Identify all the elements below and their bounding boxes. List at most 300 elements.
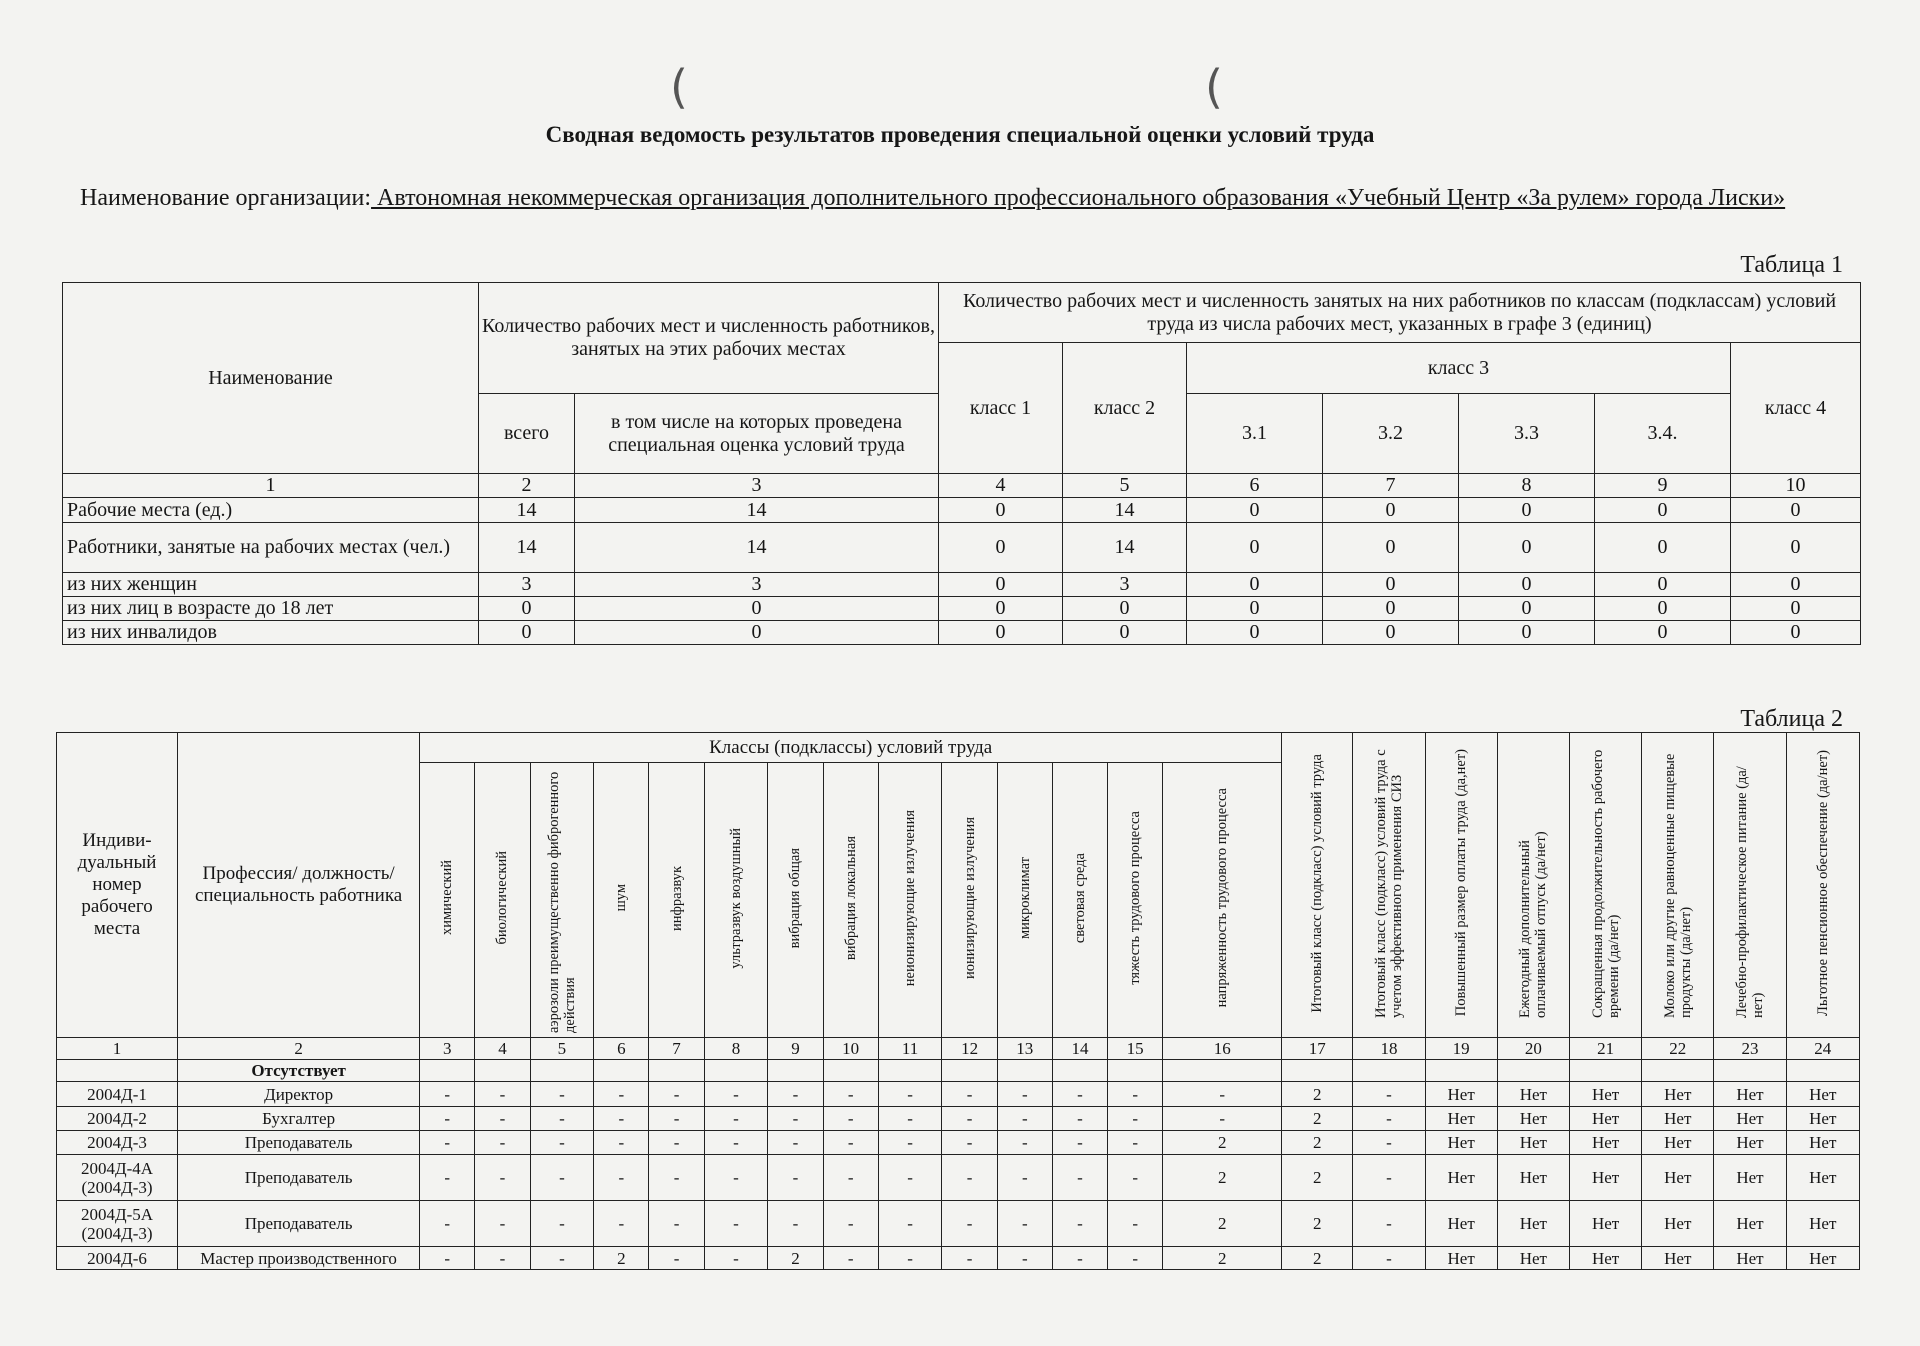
t2-cell: -	[649, 1107, 704, 1131]
t2-column-number: 2	[178, 1038, 420, 1060]
t2-cell: -	[942, 1131, 997, 1155]
t1-row-2	[63, 523, 1861, 573]
t2-section-empty	[1052, 1060, 1107, 1082]
t1-cell: 0	[1731, 523, 1861, 573]
t2-cell: -	[704, 1082, 768, 1107]
t2-factor-header-6	[594, 763, 649, 1038]
t2-column-number: 7	[649, 1038, 704, 1060]
t2-cell: Нет	[1425, 1082, 1497, 1107]
t2-header-classes: Классы (подклассы) условий труда	[420, 733, 1282, 763]
t2-cell: -	[997, 1201, 1052, 1247]
t2-profession: Преподаватель	[178, 1201, 420, 1247]
t2-section-empty	[1497, 1060, 1569, 1082]
t2-cell: -	[649, 1082, 704, 1107]
t2-column-number: 18	[1353, 1038, 1425, 1060]
t2-factor-header-5	[530, 763, 594, 1038]
t2-header-extra-17	[1282, 733, 1353, 1038]
t2-factor-header-14	[1052, 763, 1107, 1038]
t2-cell: Нет	[1497, 1082, 1569, 1107]
t2-profession: Преподаватель	[178, 1155, 420, 1201]
t1-row-label: Рабочие места (ед.)	[63, 498, 479, 523]
t2-section-title: Отсутствует	[178, 1060, 420, 1082]
t2-factor-header-8	[704, 763, 768, 1038]
t2-factor-label: тяжесть трудового процесса	[1127, 811, 1144, 985]
t1-cell: 0	[1187, 498, 1323, 523]
summary-table-2	[56, 732, 1860, 1270]
t2-cell: -	[530, 1131, 594, 1155]
t2-cell: -	[420, 1247, 475, 1270]
t2-workplace-id: 2004Д-4А (2004Д-3)	[57, 1155, 178, 1201]
t2-header-extra-18	[1353, 733, 1425, 1038]
t2-cell: -	[1353, 1201, 1425, 1247]
t2-cell: Нет	[1786, 1082, 1859, 1107]
t2-cell: -	[594, 1131, 649, 1155]
t2-workplace-id: 2004Д-5А (2004Д-3)	[57, 1201, 178, 1247]
t1-cell: 0	[1187, 597, 1323, 621]
table2-caption: Таблица 2	[1740, 706, 1843, 732]
t2-header-extra-22	[1642, 733, 1714, 1038]
t2-cell: -	[530, 1201, 594, 1247]
t1-cell: 0	[1323, 621, 1459, 645]
t2-cell: -	[649, 1201, 704, 1247]
t2-cell: -	[997, 1107, 1052, 1131]
t2-section-empty	[420, 1060, 475, 1082]
t2-cell: -	[594, 1155, 649, 1201]
t2-cell: -	[768, 1131, 823, 1155]
t2-cell: -	[420, 1107, 475, 1131]
t1-cell: 14	[575, 498, 939, 523]
t2-cell: Нет	[1786, 1131, 1859, 1155]
t2-cell: -	[420, 1082, 475, 1107]
t2-section-empty	[878, 1060, 942, 1082]
t2-cell: 2	[1163, 1131, 1282, 1155]
t1-cell: 0	[939, 621, 1063, 645]
t2-column-number: 13	[997, 1038, 1052, 1060]
t2-cell: -	[649, 1131, 704, 1155]
t1-cell: 0	[575, 621, 939, 645]
t2-cell: -	[823, 1107, 878, 1131]
t2-header-extra-20	[1497, 733, 1569, 1038]
t2-cell: -	[475, 1082, 530, 1107]
t2-factor-label: напряженность трудового процесса	[1214, 788, 1231, 1008]
t1-column-number: 2	[479, 474, 575, 498]
t2-column-number: 3	[420, 1038, 475, 1060]
t1-cell: 14	[479, 498, 575, 523]
t1-cell: 0	[939, 597, 1063, 621]
t2-section-empty	[1714, 1060, 1786, 1082]
t1-cell: 3	[575, 573, 939, 597]
t1-cell: 14	[1063, 498, 1187, 523]
t2-cell: -	[942, 1107, 997, 1131]
t1-header-sub-3-1: 3.1	[1187, 394, 1323, 474]
t2-column-number: 24	[1786, 1038, 1859, 1060]
t2-cell: -	[878, 1201, 942, 1247]
t2-cell: -	[1108, 1082, 1163, 1107]
t2-cell: -	[1108, 1247, 1163, 1270]
organization-line	[80, 184, 1840, 213]
t2-section-empty	[1425, 1060, 1497, 1082]
t2-profession: Директор	[178, 1082, 420, 1107]
t2-cell: Нет	[1714, 1131, 1786, 1155]
t2-cell: -	[475, 1131, 530, 1155]
t2-factor-header-12	[942, 763, 997, 1038]
t1-header-name: Наименование	[63, 283, 479, 474]
t2-row-6	[57, 1247, 1860, 1270]
t2-cell: -	[823, 1131, 878, 1155]
t2-section-empty	[530, 1060, 594, 1082]
t1-cell: 0	[1459, 597, 1595, 621]
t2-column-number: 23	[1714, 1038, 1786, 1060]
t2-cell: -	[823, 1082, 878, 1107]
t2-row-5	[57, 1201, 1860, 1247]
t2-cell: -	[768, 1155, 823, 1201]
t2-cell: -	[1052, 1082, 1107, 1107]
t2-cell: -	[878, 1107, 942, 1131]
t1-cell: 0	[1595, 597, 1731, 621]
t2-cell: 2	[1282, 1107, 1353, 1131]
t1-row-label: из них инвалидов	[63, 621, 479, 645]
t1-cell: 0	[1187, 573, 1323, 597]
t1-column-number: 3	[575, 474, 939, 498]
t2-section-empty	[1642, 1060, 1714, 1082]
t2-cell: -	[594, 1107, 649, 1131]
t2-header-extra-21	[1569, 733, 1641, 1038]
t2-factor-label: ультразвук воздушный	[728, 827, 744, 969]
t2-cell: Нет	[1642, 1082, 1714, 1107]
t2-cell: Нет	[1642, 1131, 1714, 1155]
t2-cell: -	[1163, 1082, 1282, 1107]
t2-cell: -	[1052, 1201, 1107, 1247]
t1-column-number: 5	[1063, 474, 1187, 498]
t2-cell: -	[1052, 1107, 1107, 1131]
t2-cell: Нет	[1425, 1107, 1497, 1131]
t2-cell: Нет	[1425, 1155, 1497, 1201]
t1-row-1	[63, 498, 1861, 523]
t2-factor-label: вибрация общая	[787, 847, 804, 949]
t2-header-extra-24	[1786, 733, 1859, 1038]
t2-header-id: Индиви-дуальный номер рабочего места	[57, 733, 178, 1038]
t1-cell: 14	[1063, 523, 1187, 573]
t2-cell: -	[704, 1155, 768, 1201]
t1-header-class1: класс 1	[939, 343, 1063, 474]
t2-column-number: 6	[594, 1038, 649, 1060]
t1-column-number: 7	[1323, 474, 1459, 498]
t2-column-number: 11	[878, 1038, 942, 1060]
t2-cell: -	[997, 1131, 1052, 1155]
t1-cell: 0	[1731, 597, 1861, 621]
t2-cell: -	[878, 1131, 942, 1155]
t2-cell: -	[942, 1155, 997, 1201]
t2-cell: Нет	[1569, 1155, 1641, 1201]
t2-cell: -	[823, 1201, 878, 1247]
t2-row-4	[57, 1155, 1860, 1201]
t2-cell: Нет	[1569, 1247, 1641, 1270]
t2-cell: -	[1353, 1107, 1425, 1131]
t2-column-number: 5	[530, 1038, 594, 1060]
t2-cell: -	[997, 1082, 1052, 1107]
t2-factor-label: шум	[613, 884, 630, 912]
t2-section-empty	[768, 1060, 823, 1082]
t2-column-number: 22	[1642, 1038, 1714, 1060]
t2-extra-label: Ежегодный дополнительный оплачиваемый отпуск (да/нет)	[1517, 831, 1550, 1018]
t2-cell: -	[475, 1201, 530, 1247]
t1-cell: 0	[1459, 621, 1595, 645]
t2-factor-label: микроклимат	[1016, 857, 1033, 939]
t2-column-number: 19	[1425, 1038, 1497, 1060]
t2-cell: Нет	[1714, 1082, 1786, 1107]
t2-column-number: 8	[704, 1038, 768, 1060]
t2-cell: -	[768, 1107, 823, 1131]
t2-cell: -	[1052, 1247, 1107, 1270]
t2-section-empty	[1786, 1060, 1859, 1082]
t2-cell: -	[475, 1155, 530, 1201]
t2-column-number: 15	[1108, 1038, 1163, 1060]
t2-cell: Нет	[1497, 1131, 1569, 1155]
t2-cell: -	[1108, 1155, 1163, 1201]
t2-cell: -	[420, 1201, 475, 1247]
t2-cell: -	[704, 1107, 768, 1131]
t1-cell: 0	[1731, 621, 1861, 645]
t2-cell: -	[823, 1155, 878, 1201]
punch-hole-mark-right: (	[1205, 60, 1223, 114]
t2-cell: -	[704, 1131, 768, 1155]
t2-extra-label: Молоко или другие равноценные пищевые продукты (да/нет)	[1661, 753, 1694, 1018]
t2-cell: 2	[768, 1247, 823, 1270]
t2-cell: -	[594, 1082, 649, 1107]
t2-cell: Нет	[1642, 1155, 1714, 1201]
t1-cell: 14	[575, 523, 939, 573]
t2-cell: Нет	[1497, 1247, 1569, 1270]
t2-section-empty	[1108, 1060, 1163, 1082]
t2-cell: -	[997, 1155, 1052, 1201]
t2-cell: -	[1353, 1247, 1425, 1270]
t2-cell: Нет	[1714, 1201, 1786, 1247]
t1-cell: 0	[939, 498, 1063, 523]
t2-cell: -	[649, 1247, 704, 1270]
t2-cell: -	[942, 1201, 997, 1247]
t1-row-label: из них лиц в возрасте до 18 лет	[63, 597, 479, 621]
t2-workplace-id: 2004Д-6	[57, 1247, 178, 1270]
t2-cell: -	[942, 1247, 997, 1270]
t1-cell: 0	[479, 597, 575, 621]
t2-column-number: 21	[1569, 1038, 1641, 1060]
t2-cell: -	[1108, 1131, 1163, 1155]
t2-factor-label: вибрация локальная	[842, 835, 859, 961]
t1-header-class4: класс 4	[1731, 343, 1861, 474]
t2-cell: 2	[1282, 1155, 1353, 1201]
organization-label: Наименование организации:	[80, 185, 372, 211]
t2-cell: -	[878, 1247, 942, 1270]
t2-column-number: 16	[1163, 1038, 1282, 1060]
t2-factor-label: световая среда	[1071, 852, 1088, 944]
t1-header-count: Количество рабочих мест и численность работников, занятых на этих рабочих местах	[479, 283, 939, 394]
t2-cell: Нет	[1642, 1247, 1714, 1270]
t2-cell: 2	[1282, 1201, 1353, 1247]
t1-cell: 0	[1595, 498, 1731, 523]
t2-factor-header-16	[1163, 763, 1282, 1038]
t2-factor-header-3	[420, 763, 475, 1038]
t1-cell: 0	[1323, 573, 1459, 597]
t2-cell: 2	[1282, 1131, 1353, 1155]
t1-cell: 0	[479, 621, 575, 645]
t2-factor-label: ионизирующие излучения	[961, 816, 978, 980]
t2-cell: Нет	[1786, 1247, 1859, 1270]
t2-cell: -	[823, 1247, 878, 1270]
t2-section-empty	[704, 1060, 768, 1082]
t1-column-number: 1	[63, 474, 479, 498]
t1-row-5	[63, 621, 1861, 645]
t2-cell: Нет	[1425, 1247, 1497, 1270]
t2-column-number: 17	[1282, 1038, 1353, 1060]
t2-cell: Нет	[1786, 1107, 1859, 1131]
t2-column-number: 1	[57, 1038, 178, 1060]
t2-section-empty	[594, 1060, 649, 1082]
t2-extra-label: Лечебно-профилактическое питание (да/нет)	[1733, 766, 1766, 1018]
t2-section-empty	[1163, 1060, 1282, 1082]
t2-row-2	[57, 1107, 1860, 1131]
t1-header-assessed: в том числе на которых проведена специальная оценка условий труда	[575, 394, 939, 474]
table1-caption: Таблица 1	[1740, 252, 1843, 278]
t2-cell: Нет	[1497, 1201, 1569, 1247]
t2-column-number: 4	[475, 1038, 530, 1060]
t2-cell: -	[1108, 1107, 1163, 1131]
t2-cell: Нет	[1425, 1201, 1497, 1247]
t2-cell: Нет	[1714, 1155, 1786, 1201]
t2-column-number: 9	[768, 1038, 823, 1060]
t2-cell: Нет	[1569, 1201, 1641, 1247]
t1-cell: 3	[1063, 573, 1187, 597]
t2-cell: Нет	[1786, 1155, 1859, 1201]
t2-cell: 2	[1282, 1082, 1353, 1107]
document-title: Сводная ведомость результатов проведения специальной оценки условий труда	[545, 122, 1375, 147]
t1-column-number: 8	[1459, 474, 1595, 498]
t2-cell: 2	[594, 1247, 649, 1270]
t1-cell: 0	[1323, 597, 1459, 621]
t2-cell: -	[1052, 1155, 1107, 1201]
t2-header-extra-19	[1425, 733, 1497, 1038]
t2-cell: -	[530, 1107, 594, 1131]
t2-extra-label: Итоговый класс (подкласс) условий труда с учетом эффективного применения СИЗ	[1372, 749, 1405, 1018]
t2-factor-label: инфразвук	[668, 865, 685, 931]
t2-section-empty	[649, 1060, 704, 1082]
t1-cell: 0	[1595, 523, 1731, 573]
t1-header-sub-3-4: 3.4.	[1595, 394, 1731, 474]
t2-cell: 2	[1163, 1155, 1282, 1201]
t1-cell: 0	[1595, 573, 1731, 597]
t2-column-number: 20	[1497, 1038, 1569, 1060]
t1-row-4	[63, 597, 1861, 621]
t2-factor-header-13	[997, 763, 1052, 1038]
t2-header-extra-23	[1714, 733, 1786, 1038]
t2-cell: -	[475, 1247, 530, 1270]
t2-extra-label: Повышенный размер оплаты труда (да,нет)	[1453, 749, 1470, 1017]
t2-extra-label: Итоговый класс (подкласс) условий труда	[1309, 753, 1326, 1013]
t2-extra-label: Сокращенная продолжительность рабочего времени (да/нет)	[1589, 749, 1622, 1018]
t2-factor-header-15	[1108, 763, 1163, 1038]
t2-column-number: 14	[1052, 1038, 1107, 1060]
t2-cell: Нет	[1569, 1131, 1641, 1155]
t2-profession: Бухгалтер	[178, 1107, 420, 1131]
t1-cell: 0	[1187, 621, 1323, 645]
t2-section-empty	[475, 1060, 530, 1082]
t2-cell: -	[704, 1247, 768, 1270]
t2-cell: Нет	[1786, 1201, 1859, 1247]
t2-cell: Нет	[1642, 1201, 1714, 1247]
t2-factor-label: химический	[439, 860, 456, 936]
t2-column-number: 10	[823, 1038, 878, 1060]
t2-cell: -	[420, 1155, 475, 1201]
t2-section-empty	[997, 1060, 1052, 1082]
t2-column-number: 12	[942, 1038, 997, 1060]
t2-row-3	[57, 1131, 1860, 1155]
t2-section-empty	[823, 1060, 878, 1082]
t2-section-empty	[1353, 1060, 1425, 1082]
t2-factor-header-11	[878, 763, 942, 1038]
t2-cell: -	[1353, 1131, 1425, 1155]
t2-workplace-id: 2004Д-1	[57, 1082, 178, 1107]
t1-column-number: 10	[1731, 474, 1861, 498]
t2-factor-header-9	[768, 763, 823, 1038]
t2-workplace-id: 2004Д-2	[57, 1107, 178, 1131]
t2-cell: -	[997, 1247, 1052, 1270]
t2-cell: Нет	[1714, 1107, 1786, 1131]
t2-header-profession: Профессия/ должность/ специальность работника	[178, 733, 420, 1038]
t1-header-class3: класс 3	[1187, 343, 1731, 394]
t2-section-empty	[57, 1060, 178, 1082]
t2-cell: Нет	[1497, 1155, 1569, 1201]
t1-cell: 0	[1731, 573, 1861, 597]
t2-cell: -	[475, 1107, 530, 1131]
t2-cell: -	[768, 1201, 823, 1247]
t2-profession: Мастер производственного	[178, 1247, 420, 1270]
t1-cell: 0	[1459, 498, 1595, 523]
t2-section-empty	[1569, 1060, 1641, 1082]
t2-extra-label: Льготное пенсионное обеспечение (да/нет)	[1814, 750, 1831, 1016]
t1-row-3	[63, 573, 1861, 597]
t1-cell: 0	[575, 597, 939, 621]
t2-cell: Нет	[1569, 1107, 1641, 1131]
t1-cell: 0	[1187, 523, 1323, 573]
t1-cell: 0	[1323, 498, 1459, 523]
t2-cell: -	[1353, 1082, 1425, 1107]
t2-cell: Нет	[1497, 1107, 1569, 1131]
t2-cell: -	[530, 1155, 594, 1201]
t2-cell: -	[530, 1247, 594, 1270]
t1-cell: 0	[1459, 523, 1595, 573]
t1-column-number: 9	[1595, 474, 1731, 498]
t2-factor-header-4	[475, 763, 530, 1038]
t1-column-number: 4	[939, 474, 1063, 498]
t1-cell: 0	[1063, 621, 1187, 645]
t1-header-total: всего	[479, 394, 575, 474]
t2-factor-header-7	[649, 763, 704, 1038]
t1-cell: 0	[939, 523, 1063, 573]
t1-cell: 0	[1063, 597, 1187, 621]
t2-profession: Преподаватель	[178, 1131, 420, 1155]
t2-cell: -	[942, 1082, 997, 1107]
t2-row-1	[57, 1082, 1860, 1107]
t2-factor-label: аэрозоли преимущественно фиброгенного действия	[545, 771, 578, 1033]
t1-row-label: Работники, занятые на рабочих местах (чел.)	[63, 523, 479, 573]
t2-section-empty	[942, 1060, 997, 1082]
t1-row-label: из них женщин	[63, 573, 479, 597]
t2-section-empty	[1282, 1060, 1353, 1082]
t2-cell: 2	[1282, 1247, 1353, 1270]
punch-hole-mark-left: (	[670, 60, 688, 114]
t1-cell: 3	[479, 573, 575, 597]
t1-cell: 0	[1595, 621, 1731, 645]
t2-workplace-id: 2004Д-3	[57, 1131, 178, 1155]
